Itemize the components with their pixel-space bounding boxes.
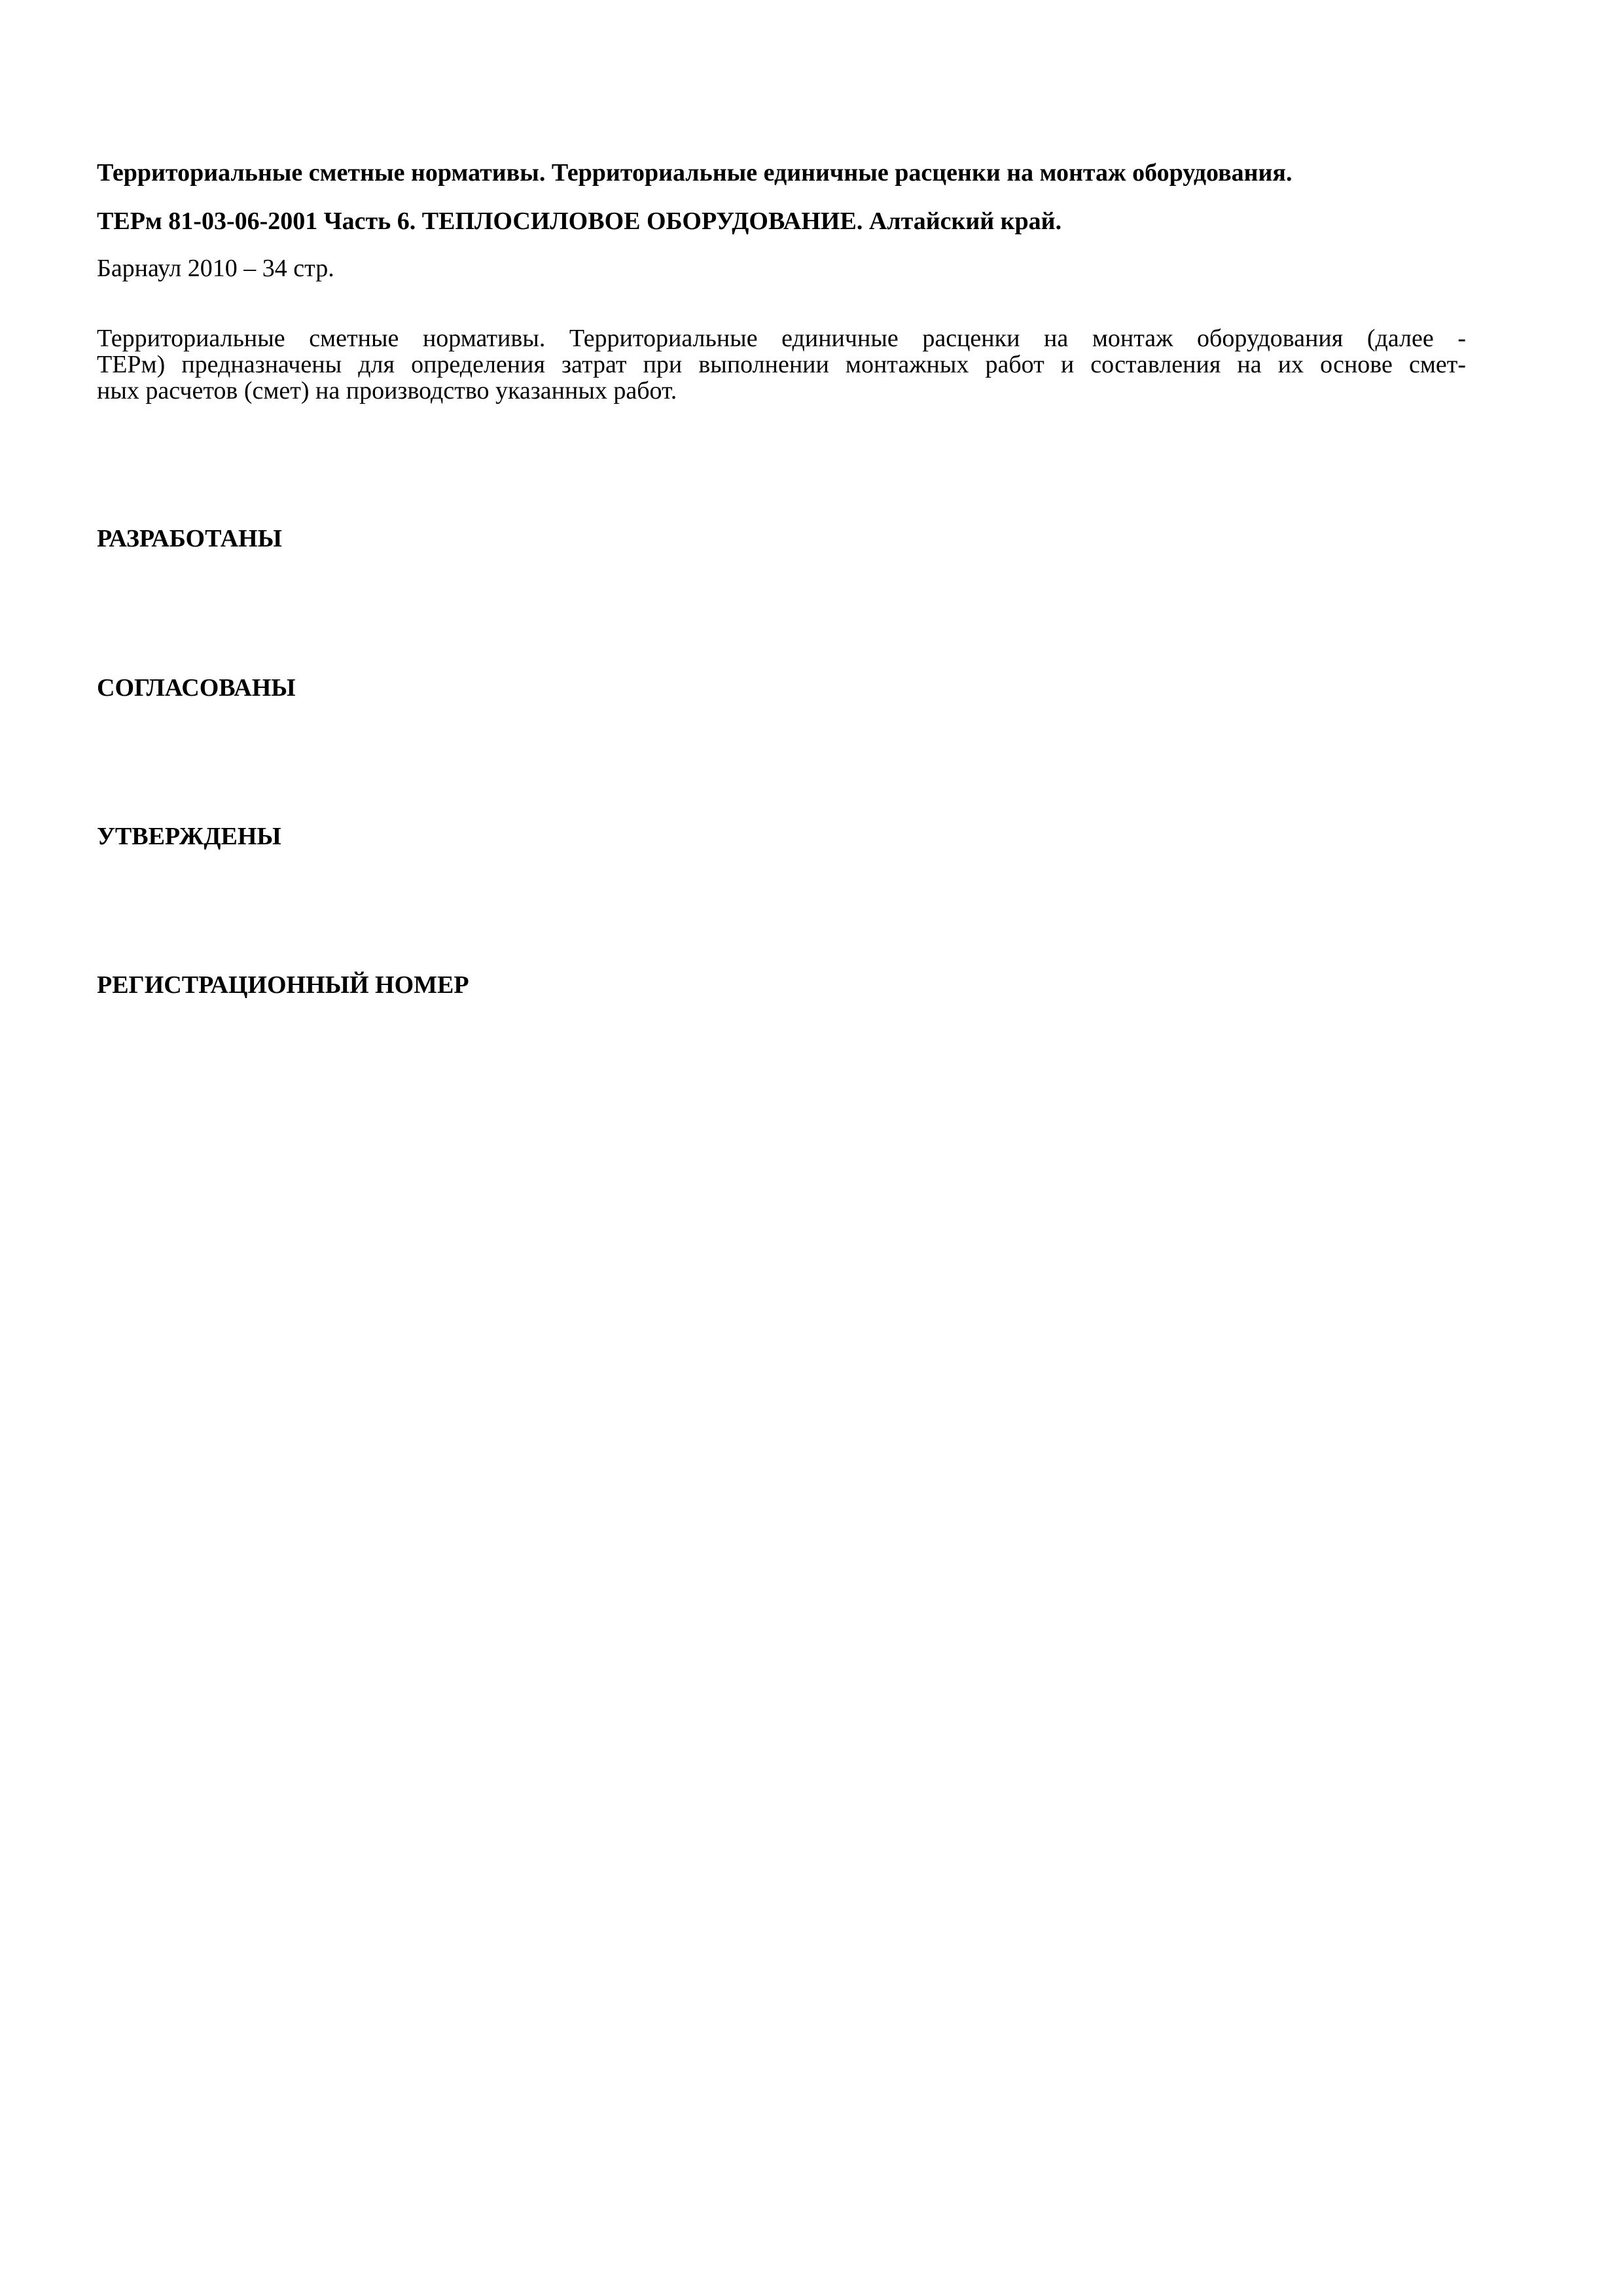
publication-info: Барнаул 2010 – 34 стр. <box>97 255 334 282</box>
section-heading-registration-number: РЕГИСТРАЦИОННЫЙ НОМЕР <box>97 971 469 999</box>
document-title-line-2: ТЕРм 81-03-06-2001 Часть 6. ТЕПЛОСИЛОВОЕ ОБОРУДОВАНИЕ. Алтайский край. <box>97 207 1062 235</box>
section-heading-developed: РАЗРАБОТАНЫ <box>97 525 282 552</box>
section-heading-agreed: СОГЛАСОВАНЫ <box>97 674 296 702</box>
section-heading-approved: УТВЕРЖДЕНЫ <box>97 823 281 850</box>
document-title-line-1: Территориальные сметные нормативы. Территориальные единичные расценки на монтаж оборудования. <box>97 159 1293 187</box>
abstract-line-2: ТЕРм) предназначены для определения затрат при выполнении монтажных работ и составления на их основе смет- <box>97 351 1466 378</box>
abstract-paragraph <box>97 325 1466 404</box>
abstract-line-3: ных расчетов (смет) на производство указанных работ. <box>97 377 677 404</box>
abstract-line-1: Территориальные сметные нормативы. Территориальные единичные расценки на монтаж оборудования (далее - <box>97 325 1466 352</box>
